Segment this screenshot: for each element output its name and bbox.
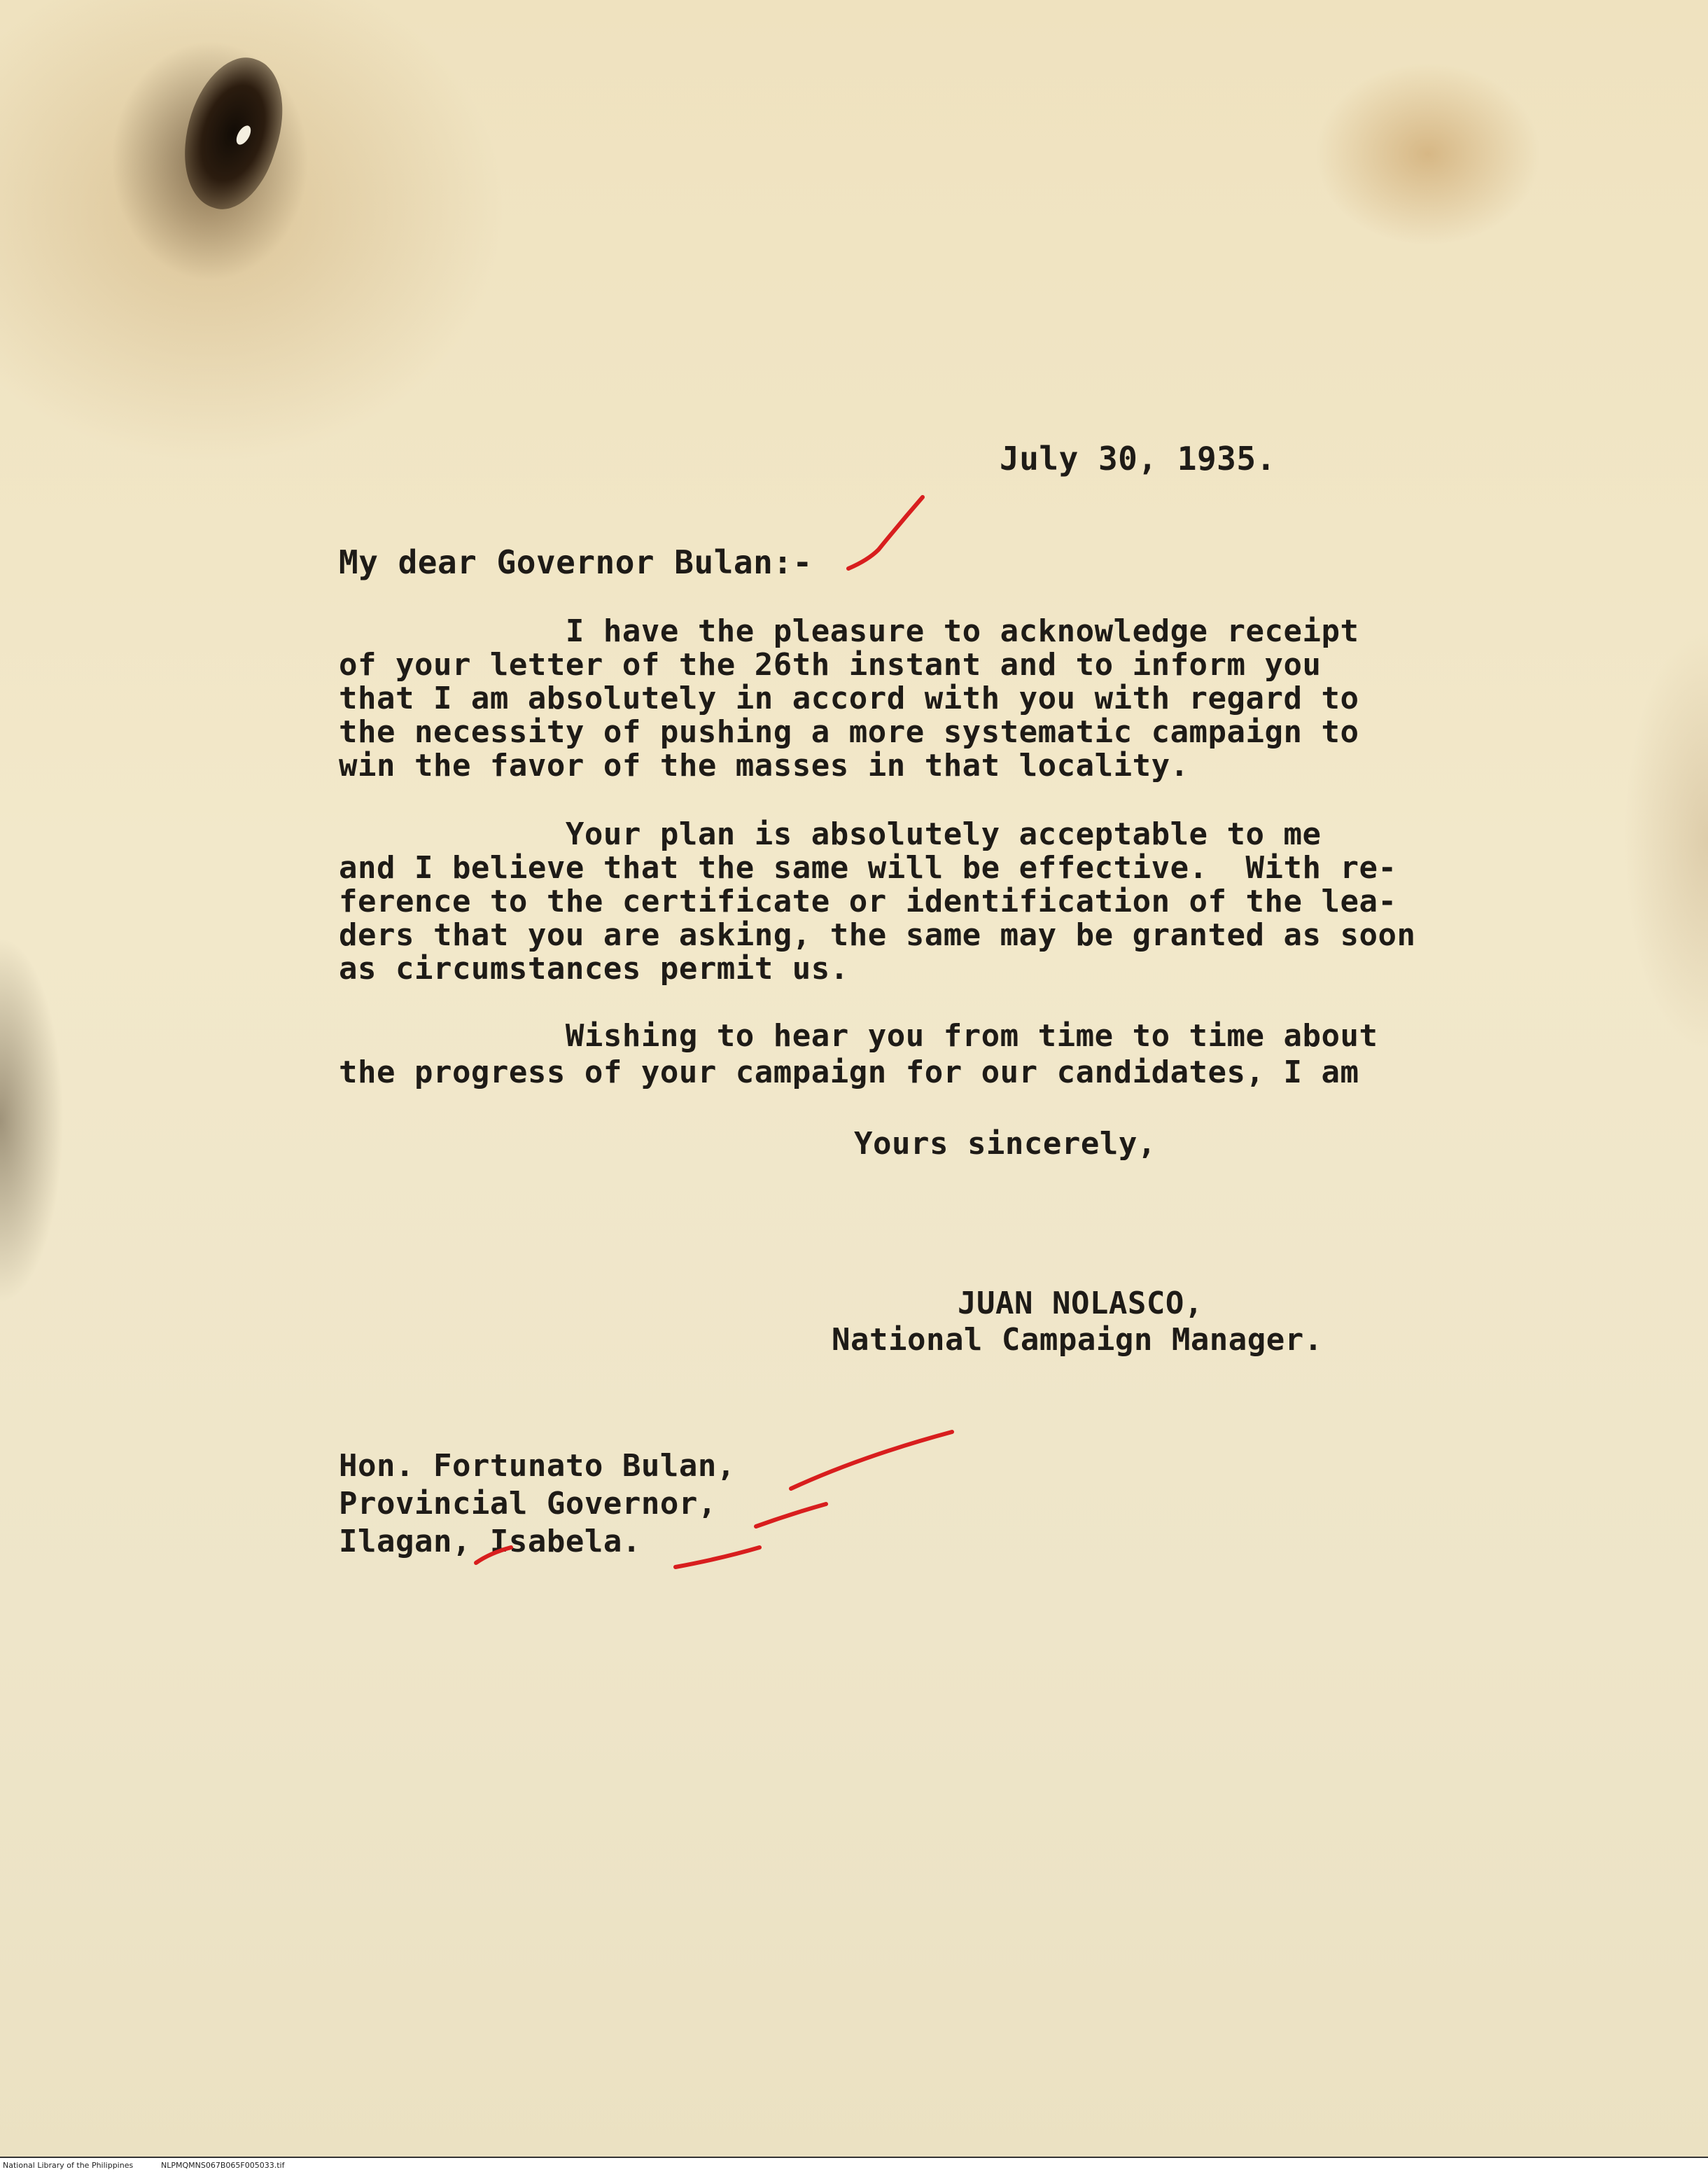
paragraph-line: of your letter of the 26th instant and to inform you [339,647,1322,683]
footer-institution: National Library of the Philippines [3,2161,134,2170]
paragraph-line: Your plan is absolutely acceptable to me [339,816,1322,852]
paragraph-line: ference to the certificate or identification of the lea- [339,884,1397,919]
paragraph-line: as circumstances permit us. [339,951,849,987]
closing: Yours sincerely, [854,1126,1156,1162]
paragraph-line: the progress of your campaign for our candidates, I am [339,1054,1359,1090]
addressee-check-mark [676,1547,760,1567]
paragraph-line: I have the pleasure to acknowledge receipt [339,613,1359,649]
signatory-name: JUAN NOLASCO, [958,1286,1203,1321]
paragraph-line: that I am absolutely in accord with you with regard to [339,681,1359,716]
addressee-line: Hon. Fortunato Bulan, [339,1448,736,1484]
addressee-check-mark [791,1432,952,1489]
footer-file-id: NLPMQMNS067B065F005033.tif [161,2161,285,2170]
archive-footer [0,2157,1708,2172]
paragraph-line: ders that you are asking, the same may be granted as soon [339,917,1416,953]
paragraph-line: the necessity of pushing a more systematic campaign to [339,714,1359,750]
paragraph-line: Wishing to hear you from time to time about [339,1018,1378,1054]
paragraph-line: and I believe that the same will be effective. With re- [339,850,1397,886]
letter-date: July 30, 1935. [1000,440,1276,478]
paragraph-line: win the favor of the masses in that locality. [339,748,1189,784]
salutation: My dear Governor Bulan:- [339,543,813,581]
signatory-title: National Campaign Manager. [832,1322,1323,1358]
addressee-line: Ilagan, Isabela. [339,1524,641,1559]
addressee-check-mark [756,1504,826,1526]
addressee-check-mark [476,1547,511,1563]
addressee-line: Provincial Governor, [339,1486,717,1522]
salutation-check-mark [848,497,923,569]
